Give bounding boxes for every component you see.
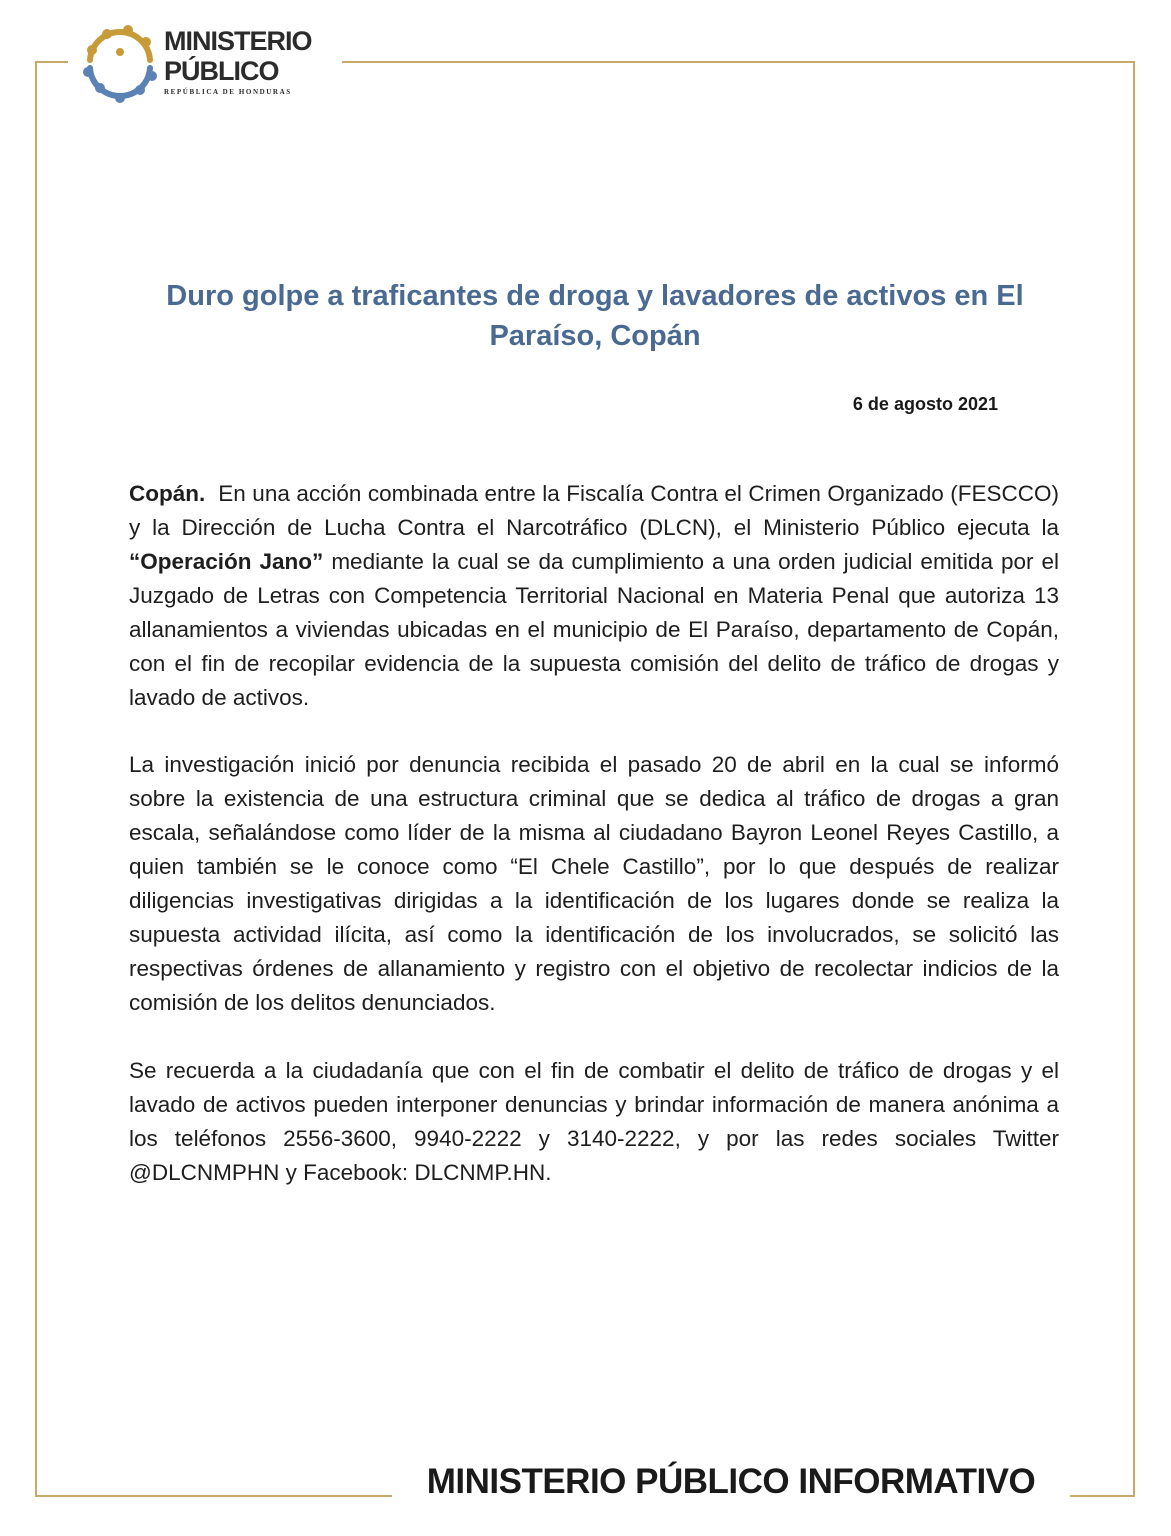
people-circle-logo-icon xyxy=(80,22,160,104)
frame-top-left-line xyxy=(35,61,68,63)
press-release-title: Duro golpe a traficantes de droga y lavadores de activos en El Paraíso, Copán xyxy=(166,280,1024,352)
body-paragraph-2: La investigación inició por denuncia recibida el pasado 20 de abril en la cual se informó sobre la existencia de una estructura criminal que se dedica al tráfico de drogas a gran escala, señalándose como líder de la misma al ciudadano Bayron Leonel Reyes Castillo, a quien también se le conoce como “El Chele Castillo”, por lo que después de realizar diligencias investigativas dirigidas a la identificación de los lugares donde se realiza la supuesta actividad ilícita, así como la identificación de los involucrados, se solicitó las respectivas órdenes de allanamiento y registro con el objetivo de recolectar indicios de la comisión de los delitos denunciados. xyxy=(129,752,1059,1015)
paragraph-lead-location: Copán. xyxy=(129,481,206,506)
operation-name: “Operación Jano” xyxy=(129,549,324,574)
frame-bottom-right-line xyxy=(1070,1495,1135,1497)
ministerio-publico-logo xyxy=(80,22,330,104)
paragraph-1-text-b: mediante la cual se da cumplimiento a una orden judicial emitida por el Juzgado de Letras con Competencia Territorial Nacional en Materia Penal que autoriza 13 allanamientos a viviendas ubicadas en el municipio de El Paraíso, departamento de Copán, con el fin de recopilar evidencia de la supuesta comisión del delito de tráfico de drogas y lavado de activos. xyxy=(129,549,1060,710)
paragraph-1-text-a: En una acción combinada entre la Fiscalía Contra el Crimen Organizado (FESCCO) y la Dirección de Lucha Contra el Narcotráfico (DLCN), el Ministerio Público ejecuta la xyxy=(129,481,1066,540)
frame-top-right-line xyxy=(342,61,1135,63)
body-paragraph-3: Se recuerda a la ciudadanía que con el fin de combatir el delito de tráfico de drogas y el lavado de activos pueden interponer denuncias y brindar información de manera anónima a los teléfonos 2556-3600, 9940-2222 y 3140-2222, y por las redes sociales Twitter @DLCNMPHN y Facebook: DLCNMP.HN. xyxy=(129,1058,1059,1185)
frame-right-line xyxy=(1133,61,1135,1497)
logo-wordmark xyxy=(164,26,312,96)
frame-bottom-left-line xyxy=(35,1495,392,1497)
press-release-date: 6 de agosto 2021 xyxy=(852,394,998,414)
logo-subtitle: REPÚBLICA DE HONDURAS xyxy=(164,88,292,96)
logo-line-2: PÚBLICO xyxy=(164,56,279,86)
footer-informativo-label: MINISTERIO PÚBLICO INFORMATIVO xyxy=(426,1462,1036,1501)
frame-left-line xyxy=(35,61,37,1497)
logo-line-1: MINISTERIO xyxy=(164,26,312,56)
body-paragraph-1 xyxy=(129,477,1066,715)
